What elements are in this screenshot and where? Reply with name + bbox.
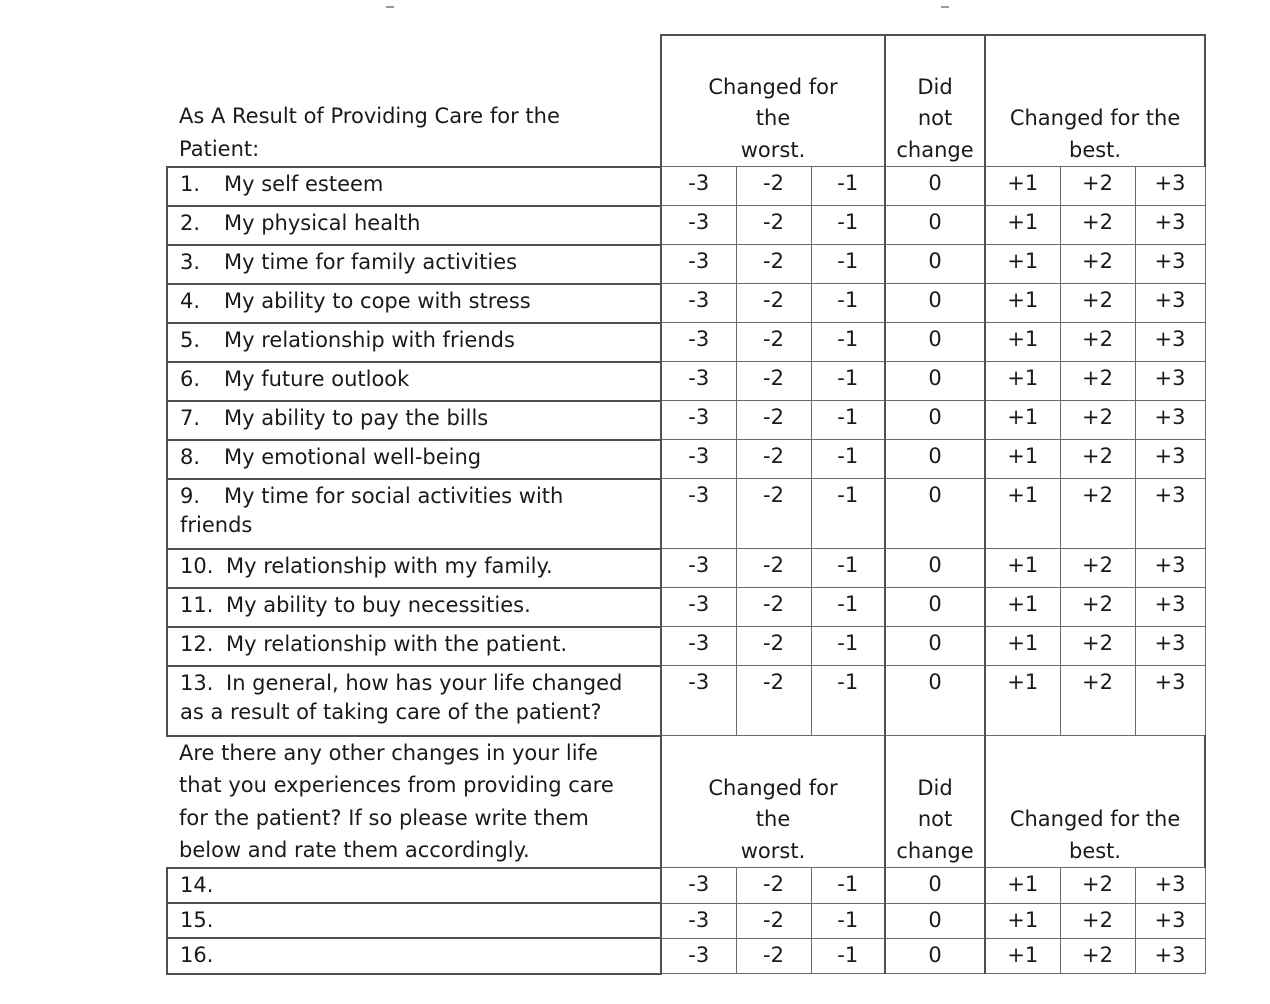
- rating-option[interactable]: -2: [736, 362, 811, 401]
- rating-option[interactable]: +1: [985, 440, 1060, 479]
- rating-option[interactable]: +2: [1060, 479, 1135, 549]
- rating-option[interactable]: -1: [811, 868, 885, 903]
- rating-option[interactable]: 0: [885, 245, 985, 284]
- rating-option[interactable]: 0: [885, 401, 985, 440]
- other-prompt-line: Are there any other changes in your life: [179, 740, 598, 765]
- rating-option[interactable]: -3: [661, 588, 736, 627]
- extra-item-row: [167, 868, 1205, 903]
- item-number: 8.: [180, 444, 201, 469]
- item-row: [167, 284, 1205, 323]
- rating-option[interactable]: +1: [985, 206, 1060, 245]
- rating-option[interactable]: -3: [661, 362, 736, 401]
- item-text-continued: as a result of taking care of the patient?: [180, 699, 602, 724]
- rating-option[interactable]: -3: [661, 284, 736, 323]
- other-changes-header-row: [167, 736, 1205, 868]
- rating-option[interactable]: +1: [985, 868, 1060, 903]
- rating-option[interactable]: -2: [736, 938, 811, 973]
- rating-option[interactable]: -3: [661, 666, 736, 736]
- item-number: 12.: [180, 631, 214, 656]
- rating-option[interactable]: +2: [1060, 588, 1135, 627]
- rating-option[interactable]: 0: [885, 206, 985, 245]
- item-number: 16.: [180, 943, 214, 968]
- rating-option[interactable]: -2: [736, 903, 811, 938]
- rating-option[interactable]: -1: [811, 938, 885, 973]
- rating-option[interactable]: -3: [661, 206, 736, 245]
- header-changed-best-repeat: [985, 736, 1205, 868]
- rating-option[interactable]: 0: [885, 284, 985, 323]
- rating-option[interactable]: +2: [1060, 362, 1135, 401]
- extra-item-label[interactable]: [167, 868, 661, 903]
- rating-option[interactable]: +1: [985, 362, 1060, 401]
- other-changes-prompt: [167, 736, 661, 868]
- item-number: 5.: [180, 327, 201, 352]
- rating-option[interactable]: 0: [885, 938, 985, 973]
- item-label: [167, 284, 661, 323]
- rating-option[interactable]: +2: [1060, 284, 1135, 323]
- item-label: [167, 440, 661, 479]
- same-line-1: Did: [917, 74, 953, 99]
- worse-line-2: the: [755, 106, 791, 130]
- rating-option[interactable]: +3: [1135, 479, 1205, 549]
- rating-option[interactable]: +1: [985, 284, 1060, 323]
- rating-option[interactable]: +3: [1135, 666, 1205, 736]
- item-number: 15.: [180, 908, 214, 933]
- header-did-not-change: [885, 35, 985, 167]
- extra-item-label[interactable]: [167, 938, 661, 973]
- rating-option[interactable]: -1: [811, 440, 885, 479]
- item-label: [167, 479, 661, 549]
- rating-option[interactable]: +2: [1060, 666, 1135, 736]
- rating-option[interactable]: -2: [736, 284, 811, 323]
- rating-option[interactable]: -1: [811, 627, 885, 666]
- rating-option[interactable]: -1: [811, 167, 885, 206]
- intro-heading: [167, 35, 661, 167]
- item-row: [167, 167, 1205, 206]
- item-text: My physical health: [224, 210, 421, 235]
- item-number: 10.: [180, 553, 214, 578]
- item-label: [167, 167, 661, 206]
- rating-option[interactable]: -2: [736, 549, 811, 588]
- rating-option[interactable]: +1: [985, 323, 1060, 362]
- item-label: [167, 245, 661, 284]
- rating-option[interactable]: +3: [1135, 588, 1205, 627]
- item-label: [167, 362, 661, 401]
- rating-option[interactable]: +1: [985, 588, 1060, 627]
- rating-option[interactable]: -1: [811, 401, 885, 440]
- header-line: worst.: [740, 838, 806, 863]
- caregiver-change-scale-table: [166, 34, 1206, 975]
- rating-option[interactable]: +3: [1135, 627, 1205, 666]
- item-label: [167, 323, 661, 362]
- rating-option[interactable]: +1: [985, 479, 1060, 549]
- item-label: [167, 206, 661, 245]
- rating-option[interactable]: -2: [736, 206, 811, 245]
- intro-line-1: As A Result of Providing Care for the: [179, 104, 560, 129]
- rating-option[interactable]: +3: [1135, 284, 1205, 323]
- header-line: best.: [1068, 838, 1122, 863]
- item-number: 14.: [180, 872, 214, 897]
- header-changed-worst-repeat: [661, 736, 885, 868]
- item-text: My ability to pay the bills: [224, 405, 489, 430]
- rating-option[interactable]: -2: [736, 868, 811, 903]
- item-number: 2.: [180, 210, 201, 235]
- item-number: 6.: [180, 366, 201, 391]
- item-row: [167, 440, 1205, 479]
- rating-option[interactable]: 0: [885, 903, 985, 938]
- same-line-3: change: [896, 137, 974, 162]
- worse-line-1: Changed for: [708, 74, 838, 99]
- rating-option[interactable]: +3: [1135, 401, 1205, 440]
- rating-option[interactable]: +2: [1060, 938, 1135, 973]
- header-line: Changed for the: [1009, 807, 1181, 832]
- item-text: My emotional well-being: [224, 444, 482, 469]
- rating-option[interactable]: -1: [811, 479, 885, 549]
- other-prompt-line: for the patient? If so please write them: [179, 805, 589, 830]
- rating-option[interactable]: -3: [661, 903, 736, 938]
- item-row: [167, 206, 1205, 245]
- item-text: My time for family activities: [224, 249, 518, 274]
- item-number: 3.: [180, 249, 201, 274]
- rating-option[interactable]: +2: [1060, 167, 1135, 206]
- rating-option[interactable]: +2: [1060, 549, 1135, 588]
- header-changed-best: [985, 35, 1205, 167]
- rating-option[interactable]: +1: [985, 627, 1060, 666]
- better-line-1: Changed for the: [1009, 106, 1181, 130]
- header-line: Did: [917, 775, 953, 800]
- rating-option[interactable]: -2: [736, 401, 811, 440]
- item-label: [167, 549, 661, 588]
- rating-option[interactable]: +1: [985, 903, 1060, 938]
- item-text-continued: friends: [180, 512, 253, 537]
- item-label: [167, 588, 661, 627]
- item-number: 13.: [180, 670, 214, 695]
- rating-option[interactable]: +1: [985, 938, 1060, 973]
- rating-option[interactable]: +3: [1135, 167, 1205, 206]
- rating-option[interactable]: 0: [885, 868, 985, 903]
- rating-option[interactable]: -3: [661, 245, 736, 284]
- rating-option[interactable]: -1: [811, 362, 885, 401]
- item-text: My time for social activities with: [224, 483, 564, 508]
- rating-option[interactable]: +1: [985, 401, 1060, 440]
- item-number: 4.: [180, 288, 201, 313]
- rating-option[interactable]: -3: [661, 479, 736, 549]
- rating-option[interactable]: -2: [736, 323, 811, 362]
- rating-option[interactable]: 0: [885, 362, 985, 401]
- item-row: [167, 549, 1205, 588]
- rating-option[interactable]: -3: [661, 549, 736, 588]
- item-text: My relationship with the patient.: [226, 631, 568, 656]
- item-text: My relationship with friends: [224, 327, 515, 352]
- header-line: not: [917, 807, 953, 832]
- rating-option[interactable]: +3: [1135, 903, 1205, 938]
- rating-option[interactable]: -1: [811, 903, 885, 938]
- item-label: [167, 666, 661, 736]
- item-text: My relationship with my family.: [226, 553, 553, 578]
- rating-option[interactable]: -1: [811, 206, 885, 245]
- extra-item-label[interactable]: [167, 903, 661, 938]
- rating-option[interactable]: -1: [811, 323, 885, 362]
- item-text: In general, how has your life changed: [226, 670, 623, 695]
- rating-option[interactable]: 0: [885, 440, 985, 479]
- rating-option[interactable]: -1: [811, 549, 885, 588]
- other-prompt-line: below and rate them accordingly.: [179, 838, 530, 863]
- other-prompt-line: that you experiences from providing care: [179, 773, 614, 798]
- rating-option[interactable]: -2: [736, 167, 811, 206]
- rating-option[interactable]: +3: [1135, 938, 1205, 973]
- rating-option[interactable]: -1: [811, 245, 885, 284]
- rating-option[interactable]: -2: [736, 627, 811, 666]
- rating-option[interactable]: -3: [661, 323, 736, 362]
- top-tick-marks: [0, 0, 1270, 14]
- rating-option[interactable]: +2: [1060, 440, 1135, 479]
- rating-option[interactable]: +2: [1060, 323, 1135, 362]
- rating-option[interactable]: -2: [736, 245, 811, 284]
- rating-option[interactable]: +3: [1135, 868, 1205, 903]
- rating-option[interactable]: +3: [1135, 362, 1205, 401]
- rating-option[interactable]: +1: [985, 666, 1060, 736]
- same-line-2: not: [917, 106, 953, 130]
- item-row: [167, 588, 1205, 627]
- header-line: change: [896, 838, 974, 863]
- rating-option[interactable]: +1: [985, 245, 1060, 284]
- rating-option[interactable]: -1: [811, 666, 885, 736]
- intro-line-2: Patient:: [179, 136, 260, 161]
- item-number: 11.: [180, 592, 214, 617]
- rating-option[interactable]: +3: [1135, 440, 1205, 479]
- rating-option[interactable]: -2: [736, 440, 811, 479]
- rating-option[interactable]: -3: [661, 167, 736, 206]
- item-number: 1.: [180, 171, 201, 196]
- rating-option[interactable]: 0: [885, 479, 985, 549]
- item-row: [167, 627, 1205, 666]
- rating-option[interactable]: +2: [1060, 868, 1135, 903]
- rating-option[interactable]: 0: [885, 167, 985, 206]
- rating-option[interactable]: -3: [661, 627, 736, 666]
- header-line: Changed for: [708, 775, 838, 800]
- item-row: [167, 401, 1205, 440]
- rating-option[interactable]: -3: [661, 938, 736, 973]
- item-label: [167, 401, 661, 440]
- rating-option[interactable]: +2: [1060, 627, 1135, 666]
- worse-line-3: worst.: [740, 137, 806, 162]
- rating-option[interactable]: 0: [885, 549, 985, 588]
- item-row: [167, 479, 1205, 549]
- header-row: [167, 35, 1205, 167]
- item-text: My ability to buy necessities.: [226, 592, 531, 617]
- rating-option[interactable]: 0: [885, 666, 985, 736]
- item-row: [167, 245, 1205, 284]
- rating-option[interactable]: +1: [985, 549, 1060, 588]
- item-row: [167, 323, 1205, 362]
- rating-option[interactable]: +3: [1135, 245, 1205, 284]
- item-text: My future outlook: [224, 366, 410, 391]
- item-row: [167, 362, 1205, 401]
- rating-option[interactable]: -3: [661, 440, 736, 479]
- better-line-2: best.: [1068, 137, 1122, 162]
- item-text: My ability to cope with stress: [224, 288, 531, 313]
- rating-option[interactable]: +3: [1135, 206, 1205, 245]
- rating-option[interactable]: -2: [736, 479, 811, 549]
- item-number: 9.: [180, 483, 201, 508]
- rating-option[interactable]: 0: [885, 588, 985, 627]
- rating-option[interactable]: +2: [1060, 401, 1135, 440]
- rating-option[interactable]: -2: [736, 588, 811, 627]
- rating-option[interactable]: +3: [1135, 549, 1205, 588]
- header-line: the: [755, 807, 791, 832]
- item-label: [167, 627, 661, 666]
- item-row: [167, 666, 1205, 736]
- extra-item-row: [167, 903, 1205, 938]
- rating-option[interactable]: +2: [1060, 206, 1135, 245]
- rating-option[interactable]: +2: [1060, 245, 1135, 284]
- rating-option[interactable]: -1: [811, 284, 885, 323]
- rating-option[interactable]: -3: [661, 401, 736, 440]
- rating-option[interactable]: -1: [811, 588, 885, 627]
- rating-option[interactable]: +2: [1060, 903, 1135, 938]
- rating-option[interactable]: -3: [661, 868, 736, 903]
- extra-item-row: [167, 938, 1205, 973]
- header-changed-worst: [661, 35, 885, 167]
- item-number: 7.: [180, 405, 201, 430]
- rating-option[interactable]: 0: [885, 323, 985, 362]
- header-did-not-change-repeat: [885, 736, 985, 868]
- rating-option[interactable]: -2: [736, 666, 811, 736]
- rating-option[interactable]: 0: [885, 627, 985, 666]
- item-text: My self esteem: [224, 171, 384, 196]
- rating-option[interactable]: +3: [1135, 323, 1205, 362]
- rating-option[interactable]: +1: [985, 167, 1060, 206]
